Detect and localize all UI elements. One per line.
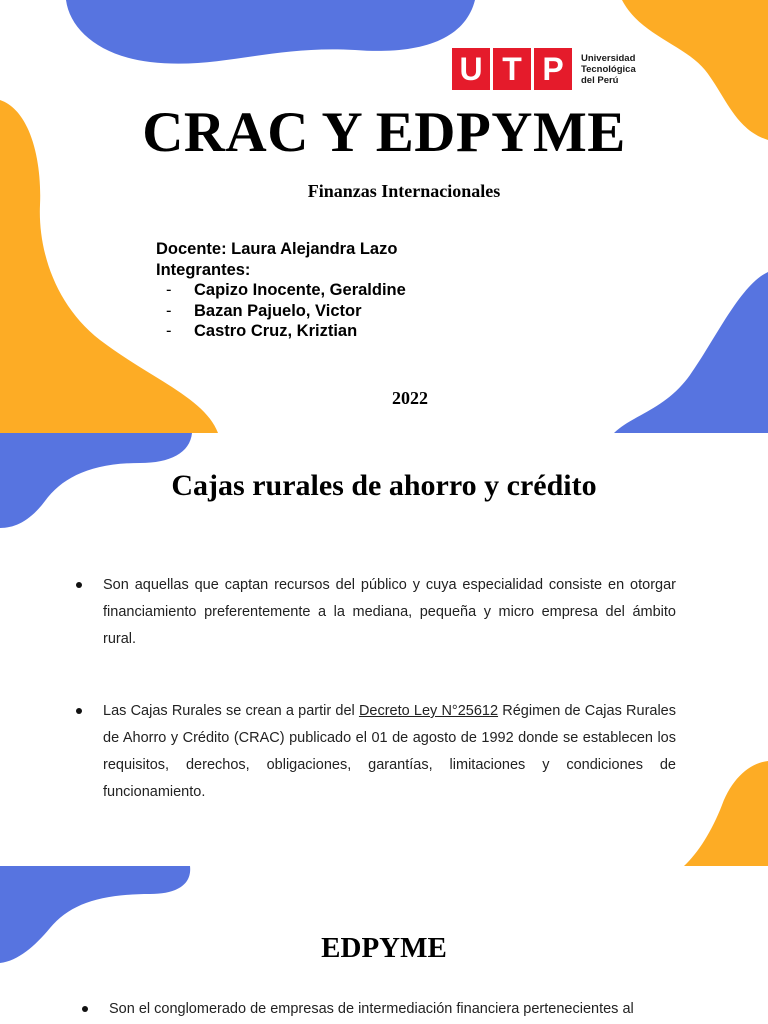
year: 2022 xyxy=(392,388,428,408)
course-name: Finanzas Internacionales xyxy=(307,181,501,201)
member-name: Capizo Inocente, Geraldine xyxy=(194,281,406,299)
orange-blob-bottom-right xyxy=(684,761,768,866)
list-dash: - xyxy=(166,322,172,340)
section-title: Cajas rurales de ahorro y crédito xyxy=(171,469,597,502)
member-item xyxy=(156,301,406,322)
member-item xyxy=(156,321,406,342)
utp-logo xyxy=(452,48,636,90)
section-title: EDPYME xyxy=(321,932,447,964)
document-title: CRAC Y EDPYME xyxy=(142,101,626,164)
bullet-dot xyxy=(82,1006,88,1012)
member-name: Bazan Pajuelo, Victor xyxy=(194,301,362,320)
cover-page xyxy=(0,0,768,433)
bullet-item xyxy=(76,698,676,806)
logo-text-line: del Perú xyxy=(581,74,619,86)
bullet-text-after: Régimen de Cajas Rurales de Ahorro y Crédito (CRAC) publicado el 01 de agosto de 1992 donde se establecen los requisitos, derechos, obligaciones, garantías, limitaciones y condiciones de funcionamiento. xyxy=(103,703,676,800)
credits-block xyxy=(156,239,406,342)
member-name: Castro Cruz, Kriztian xyxy=(194,322,358,340)
logo-text-line: Tecnológica xyxy=(581,63,636,75)
utp-logo-letters xyxy=(452,48,572,90)
members-label: Integrantes: xyxy=(156,260,251,279)
edpyme-page xyxy=(0,866,768,1024)
blue-blob-top xyxy=(66,0,475,64)
bullet-text: Son el conglomerado de empresas de intermediación financiera pertenecientes al xyxy=(109,1001,634,1017)
teacher-line: Docente: Laura Alejandra Lazo xyxy=(156,240,398,258)
bullet-dot xyxy=(76,582,82,588)
logo-letter: U xyxy=(452,48,490,90)
bullet-list xyxy=(76,698,676,806)
utp-logo-text xyxy=(581,53,636,86)
decree-link[interactable]: Decreto Ley N°25612 xyxy=(358,703,499,719)
bullet-text-before: Las Cajas Rurales se crean a partir del xyxy=(103,703,359,719)
bullet-dot xyxy=(76,708,82,714)
logo-letter: T xyxy=(493,48,531,90)
member-item xyxy=(156,280,406,301)
bullet-item xyxy=(76,572,676,653)
members-list xyxy=(156,280,406,342)
bullet-list xyxy=(76,572,676,653)
list-dash: - xyxy=(166,281,172,299)
logo-text-line: Universidad xyxy=(581,52,636,64)
bullet-text: Son aquellas que captan recursos del público y cuya especialidad consiste en otorgar financiamiento preferentemente a la mediana, pequeña y micro empresa del ámbito rural. xyxy=(103,577,676,647)
list-dash: - xyxy=(166,301,172,320)
crac-page xyxy=(0,433,768,866)
bullet-list xyxy=(82,996,680,1023)
bullet-item xyxy=(82,996,680,1023)
logo-letter: P xyxy=(534,48,572,90)
decorative-blobs xyxy=(0,0,768,433)
